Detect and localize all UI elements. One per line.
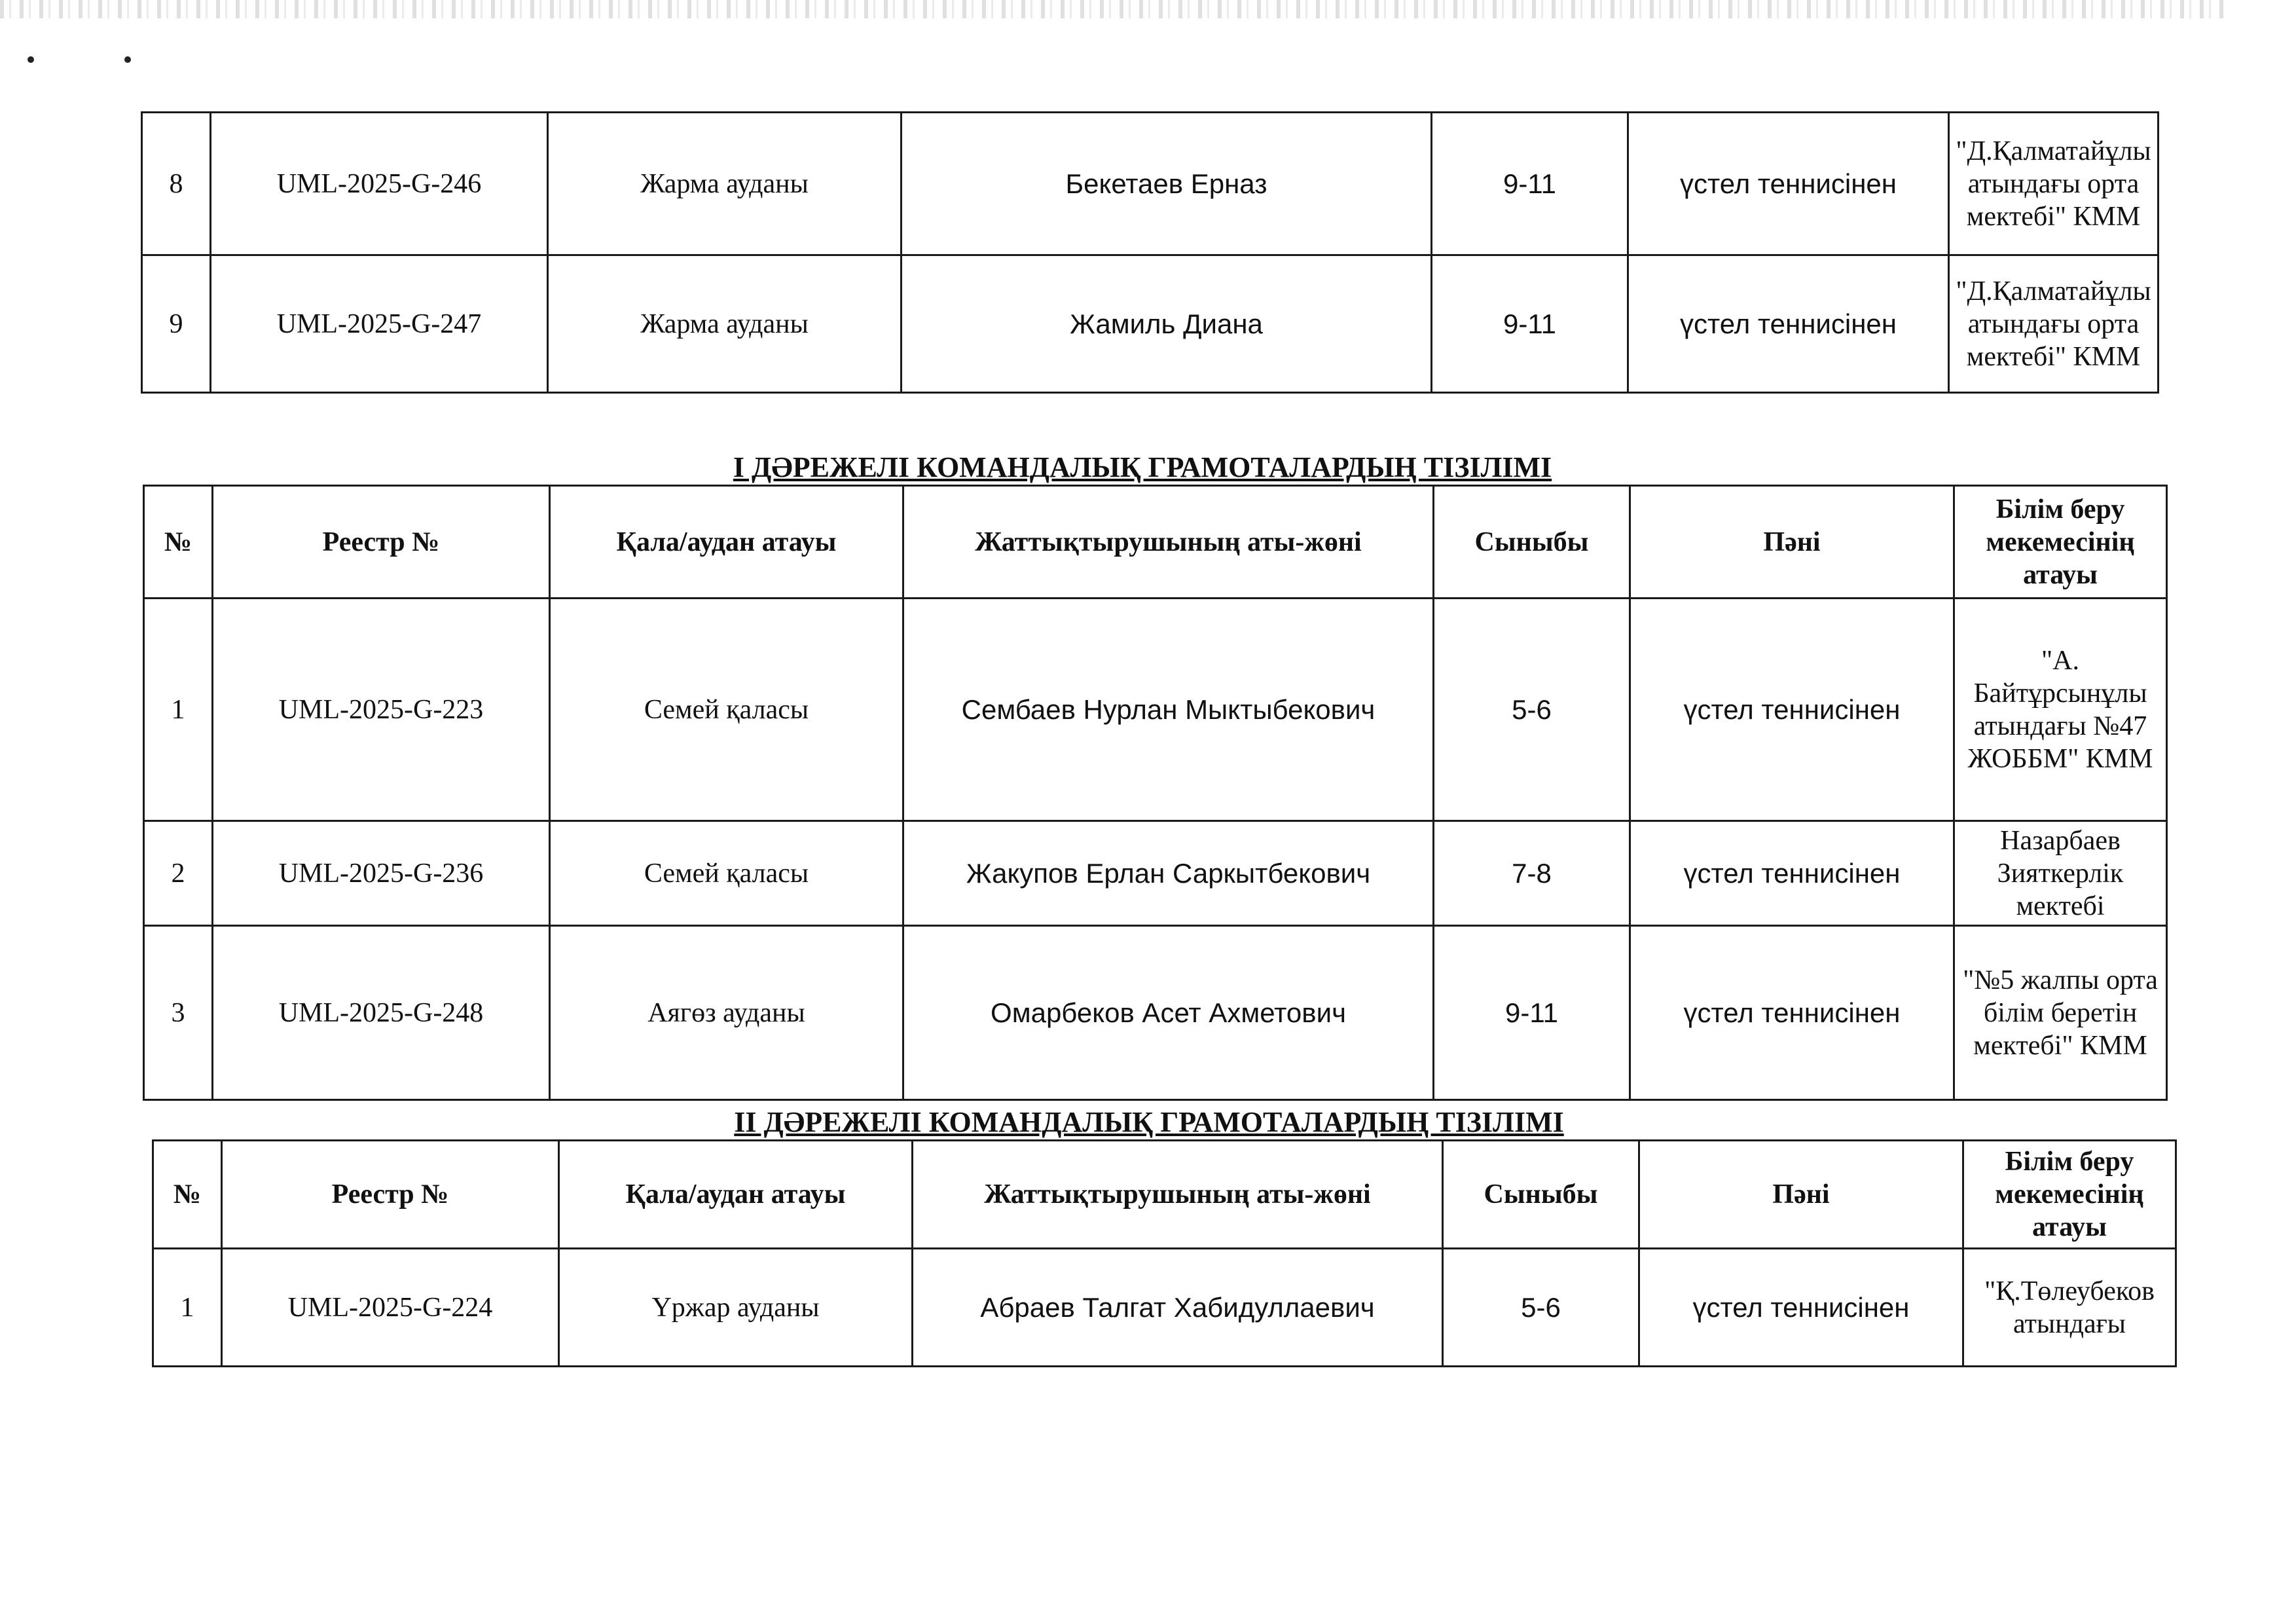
- coach-name: Омарбеков Асет Ахметович: [903, 926, 1434, 1100]
- coach-name: Жакупов Ерлан Саркытбекович: [903, 821, 1434, 926]
- participant-name: Бекетаев Ерназ: [902, 113, 1432, 255]
- header-subject: Пәні: [1639, 1141, 1963, 1249]
- coach-name: Абраев Талгат Хабидуллаевич: [913, 1249, 1443, 1367]
- row-number: 1: [153, 1249, 222, 1367]
- table-row: [144, 821, 2167, 926]
- grade: 9-11: [1432, 255, 1628, 393]
- district: Семей қаласы: [550, 599, 903, 821]
- row-number: 2: [144, 821, 213, 926]
- registry-number: UML-2025-G-248: [213, 926, 550, 1100]
- institution: "Д.Қалматайұлы атындағы орта мектебі" КММ: [1949, 113, 2159, 255]
- district: Үржар ауданы: [559, 1249, 913, 1367]
- grade: 9-11: [1432, 113, 1628, 255]
- registry-number: UML-2025-G-247: [211, 255, 548, 393]
- scan-dot: [124, 56, 131, 63]
- district: Жарма ауданы: [548, 113, 902, 255]
- registry-number: UML-2025-G-246: [211, 113, 548, 255]
- row-number: 9: [142, 255, 211, 393]
- header-no: №: [144, 486, 213, 599]
- district: Аягөз ауданы: [550, 926, 903, 1100]
- header-grade: Сыныбы: [1434, 486, 1630, 599]
- table-row: [144, 926, 2167, 1100]
- header-row: [144, 486, 2167, 599]
- subject: үстел теннисінен: [1630, 926, 1954, 1100]
- header-no: №: [153, 1141, 222, 1249]
- grade: 7-8: [1434, 821, 1630, 926]
- table-row: [153, 1249, 2176, 1367]
- grade: 9-11: [1434, 926, 1630, 1100]
- header-row: [153, 1141, 2176, 1249]
- subject: үстел теннисінен: [1628, 113, 1949, 255]
- continued-table: [141, 111, 2159, 394]
- subject: үстел теннисінен: [1630, 821, 1954, 926]
- header-subject: Пәні: [1630, 486, 1954, 599]
- header-grade: Сыныбы: [1443, 1141, 1639, 1249]
- header-name: Жаттықтырушының аты-жөні: [903, 486, 1434, 599]
- row-number: 8: [142, 113, 211, 255]
- header-district: Қала/аудан атауы: [559, 1141, 913, 1249]
- grade: 5-6: [1443, 1249, 1639, 1367]
- header-institution: Білім беру мекемесінің атауы: [1963, 1141, 2176, 1249]
- section2-title: II ДӘРЕЖЕЛІ КОМАНДАЛЫҚ ГРАМОТАЛАРДЫҢ ТІЗІЛІМІ: [734, 1106, 1564, 1138]
- header-name: Жаттықтырушының аты-жөні: [913, 1141, 1443, 1249]
- district: Жарма ауданы: [548, 255, 902, 393]
- subject: үстел теннисінен: [1628, 255, 1949, 393]
- scan-noise-edge: [0, 0, 2226, 18]
- subject: үстел теннисінен: [1639, 1249, 1963, 1367]
- subject: үстел теннисінен: [1630, 599, 1954, 821]
- section2-table: [152, 1139, 2177, 1367]
- registry-number: UML-2025-G-223: [213, 599, 550, 821]
- institution: Назарбаев Зияткерлік мектебі: [1954, 821, 2167, 926]
- table-row: [142, 255, 2159, 393]
- institution: "А. Байтұрсынұлы атындағы №47 ЖОББМ" КММ: [1954, 599, 2167, 821]
- table-row: [144, 599, 2167, 821]
- section1-table: [143, 485, 2168, 1101]
- header-institution: Білім беру мекемесінің атауы: [1954, 486, 2167, 599]
- institution: "Қ.Төлеубеков атындағы: [1963, 1249, 2176, 1367]
- row-number: 1: [144, 599, 213, 821]
- registry-number: UML-2025-G-224: [222, 1249, 559, 1367]
- header-district: Қала/аудан атауы: [550, 486, 903, 599]
- participant-name: Жамиль Диана: [902, 255, 1432, 393]
- coach-name: Сембаев Нурлан Мыктыбекович: [903, 599, 1434, 821]
- grade: 5-6: [1434, 599, 1630, 821]
- district: Семей қаласы: [550, 821, 903, 926]
- header-registry: Реестр №: [222, 1141, 559, 1249]
- header-registry: Реестр №: [213, 486, 550, 599]
- section1-title: I ДӘРЕЖЕЛІ КОМАНДАЛЫҚ ГРАМОТАЛАРДЫҢ ТІЗІЛІМІ: [733, 451, 1552, 483]
- scan-dot: [27, 56, 34, 63]
- row-number: 3: [144, 926, 213, 1100]
- institution: "№5 жалпы орта білім беретін мектебі" КММ: [1954, 926, 2167, 1100]
- institution: "Д.Қалматайұлы атындағы орта мектебі" КММ: [1949, 255, 2159, 393]
- registry-number: UML-2025-G-236: [213, 821, 550, 926]
- table-row: [142, 113, 2159, 255]
